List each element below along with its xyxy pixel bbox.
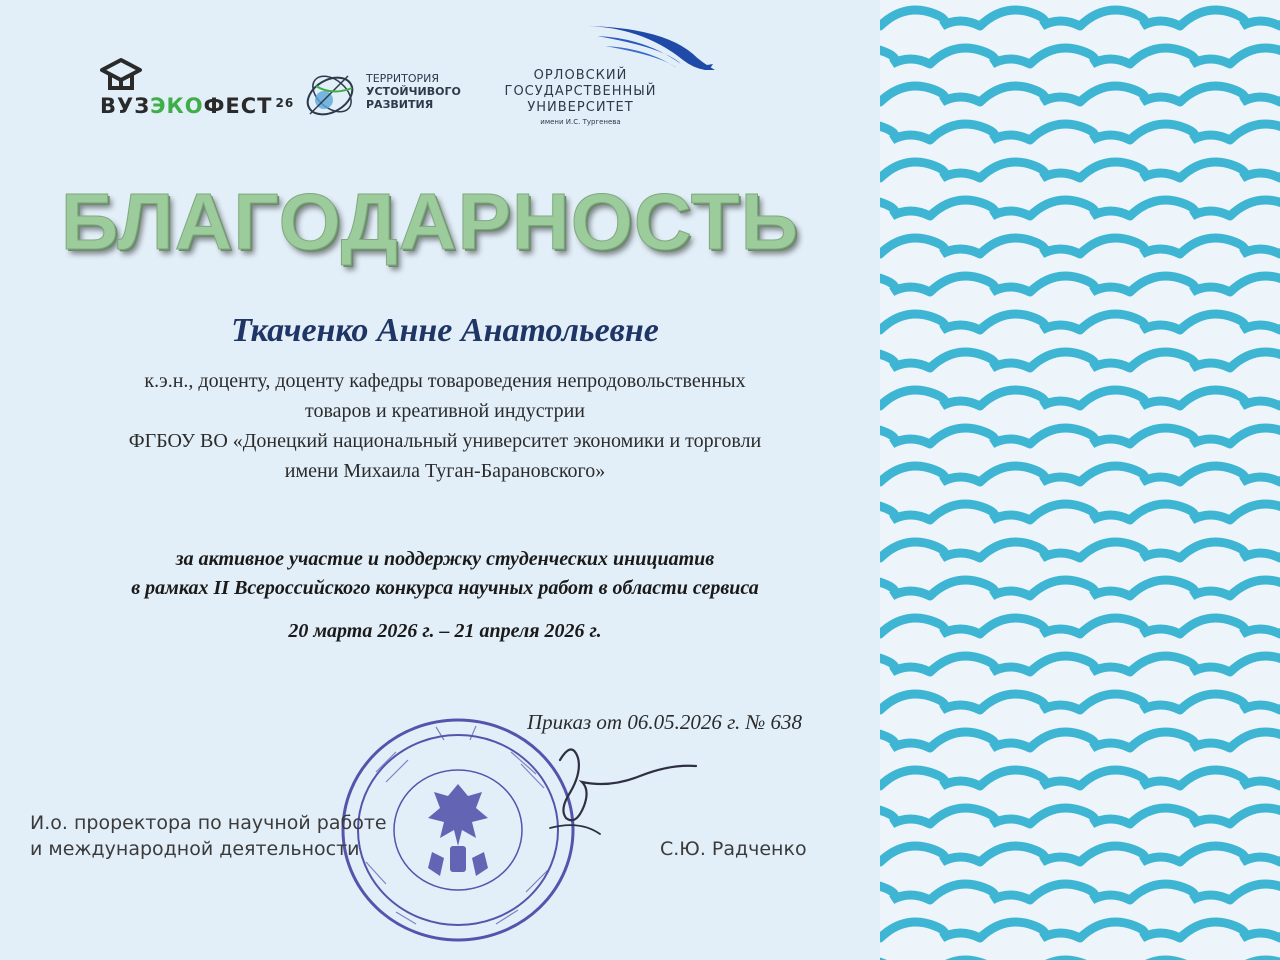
wave-row <box>880 48 1280 64</box>
reason-line: в рамках II Всероссийского конкурса научных работ в области сервиса <box>131 577 759 599</box>
wave-row <box>880 10 1280 26</box>
wave-row <box>880 618 1280 634</box>
position-line: ФГБОУ ВО «Донецкий национальный университет экономики и торговли <box>128 430 762 452</box>
wave-row <box>880 238 1280 254</box>
territory-wordmark: ТЕРРИТОРИЯ УСТОЙЧИВОГО РАЗВИТИЯ <box>366 72 461 111</box>
event-dates: 20 марта 2026 г. – 21 апреля 2026 г. <box>288 620 602 642</box>
reason-line: за активное участие и поддержку студенческих инициатив <box>175 548 715 570</box>
position-line: имени Михаила Туган-Барановского» <box>284 460 606 482</box>
wave-row <box>880 86 1280 102</box>
recipient-position <box>0 366 890 486</box>
wave-row <box>880 580 1280 596</box>
recipient-name: Ткаченко Анне Анатольевне <box>231 312 659 349</box>
award-reason <box>0 545 890 603</box>
oryol-university-logo <box>488 20 728 136</box>
wave-row <box>880 352 1280 368</box>
position-line: к.э.н., доценту, доценту кафедры товароведения непродовольственных <box>144 370 746 392</box>
wave-row <box>880 694 1280 710</box>
vuzekofest-wordmark: ВУЗЭКОФЕСТ $^{26}$ <box>100 94 295 118</box>
role-line: и международной деятельности <box>30 838 360 860</box>
wave-row <box>880 466 1280 482</box>
wave-row <box>880 732 1280 748</box>
graduation-cap-icon <box>98 56 148 92</box>
wave-row <box>880 884 1280 900</box>
wave-row <box>880 504 1280 520</box>
wave-row <box>880 124 1280 140</box>
wave-pattern <box>880 0 1280 960</box>
wave-row <box>880 390 1280 406</box>
wave-row <box>880 314 1280 330</box>
wave-row <box>880 846 1280 862</box>
vuzekofest-logo <box>98 56 295 126</box>
wave-row <box>880 276 1280 292</box>
wave-row <box>880 922 1280 938</box>
sustainable-development-emblem-icon <box>302 66 362 126</box>
wave-row <box>880 770 1280 786</box>
wave-row <box>880 542 1280 558</box>
wave-row <box>880 428 1280 444</box>
position-line: товаров и креативной индустрии <box>304 400 586 422</box>
wave-row <box>880 162 1280 178</box>
wave-row <box>880 656 1280 672</box>
territory-logo <box>302 66 472 126</box>
role-line: И.о. проректора по научной работе <box>30 812 387 834</box>
signatory-name: С.Ю. Радченко <box>660 838 807 860</box>
order-reference: Приказ от 06.05.2026 г. № 638 <box>527 710 803 734</box>
wave-row <box>880 808 1280 824</box>
certificate-title: БЛАГОДАРНОСТЬ <box>60 177 800 266</box>
university-wordmark: ОРЛОВСКИЙ ГОСУДАРСТВЕННЫЙ УНИВЕРСИТЕТ имени И.С. Тургенева <box>504 68 657 126</box>
wave-row <box>880 200 1280 216</box>
signatory-role <box>30 810 387 862</box>
